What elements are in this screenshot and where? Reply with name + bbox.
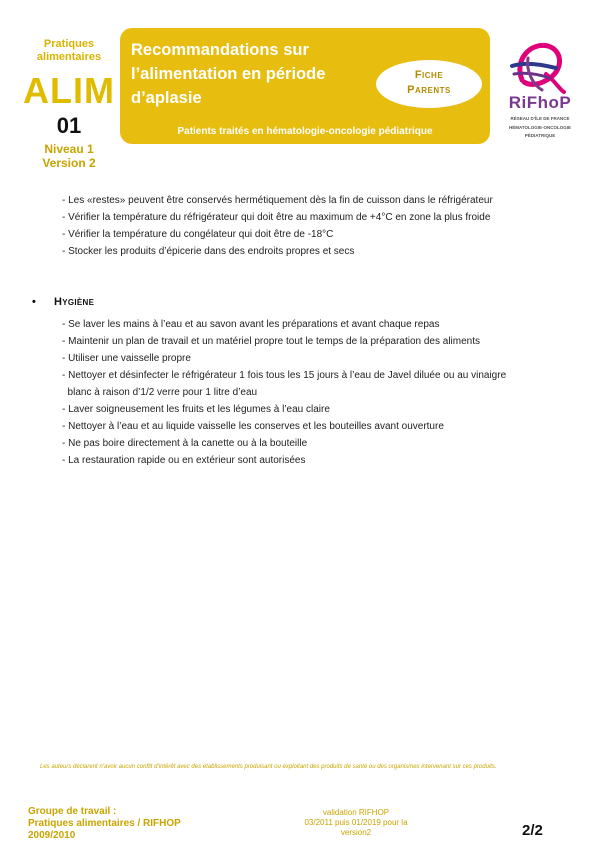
logo-tagline: HÉMATOLOGIE-ONCOLOGIE <box>508 125 572 130</box>
audience-badge-label <box>376 68 482 98</box>
list-item: - Se laver les mains à l’eau et au savon avant les préparations et avant chaque repas <box>62 319 440 330</box>
document-level: Niveau 1 <box>44 142 94 156</box>
title-line: d’aplasie <box>131 89 202 107</box>
storage-list <box>62 192 562 260</box>
working-group-name: Pratiques alimentaires / RIFHOP <box>28 818 181 829</box>
list-item: - Vérifier la température du congélateur qui doit être de -18°C <box>62 229 334 240</box>
validation-line: version2 <box>340 828 372 837</box>
list-item: - Stocker les produits d’épicerie dans des endroits propres et secs <box>62 246 355 257</box>
title-line: l’alimentation en période <box>131 65 326 83</box>
list-item: - Vérifier la température du réfrigérateur qui doit être au maximum de +4°C en zone la plus froide <box>62 212 491 223</box>
document-version: Version 2 <box>42 156 96 170</box>
validation-line: 03/2011 puis 01/2019 pour la <box>304 818 408 827</box>
list-item: - La restauration rapide ou en extérieur sont autorisées <box>62 455 306 466</box>
logo-tagline: RÉSEAU D’ÎLE DE FRANCE <box>510 116 570 121</box>
section-heading-label: Hygiène <box>54 296 95 308</box>
page-number: 2/2 <box>522 822 543 839</box>
list-item: - Maintenir un plan de travail et un matériel propre tout le temps de la préparation des aliments <box>62 336 481 347</box>
working-group-label: Groupe de travail : <box>28 806 117 817</box>
document-code: ALIM <box>23 70 115 111</box>
badge-line: Parents <box>407 84 451 96</box>
validation-line: validation RIFHOP <box>322 808 390 817</box>
validation-note <box>276 808 436 838</box>
page-title <box>131 38 381 110</box>
hygiene-list <box>62 316 562 469</box>
list-item: - Nettoyer à l’eau et au liquide vaisselle les conserves et les bouteilles avant ouverture <box>62 421 444 432</box>
list-item: - Utiliser une vaisselle propre <box>62 353 191 364</box>
logo-wordmark: RiFhoP <box>508 93 572 112</box>
title-line: Recommandations sur <box>131 41 309 59</box>
list-item: - Ne pas boire directement à la canette ou à la bouteille <box>62 438 308 449</box>
section-heading-hygiene <box>32 296 94 308</box>
list-item: - Les «restes» peuvent être conservés hermétiquement dès la fin de cuisson dans le réfrigérateur <box>62 195 493 206</box>
working-group-years: 2009/2010 <box>28 830 76 841</box>
bullet-icon: • <box>32 296 37 308</box>
list-item: blanc à raison d’1/2 verre pour 1 litre d’eau <box>62 387 258 398</box>
conflict-disclaimer: Les auteurs déclarent n’avoir aucun conflit d’intérêt avec des établissements produisant ou exploitant des produits de santé ou des organismes intervenant sur ces produits. <box>40 764 497 770</box>
document-number: 01 <box>56 113 82 138</box>
page-subtitle: Patients traités en hématologie-oncologie pédiatrique <box>177 126 433 137</box>
list-item: - Nettoyer et désinfecter le réfrigérateur 1 fois tous les 15 jours à l’eau de Javel diluée ou au vinaigre <box>62 370 507 381</box>
list-item: - Laver soigneusement les fruits et les légumes à l’eau claire <box>62 404 330 415</box>
document-category: Pratiques alimentaires <box>36 38 102 63</box>
logo-tagline: PÉDIATRIQUE <box>524 133 556 138</box>
badge-line: Fiche <box>414 69 444 81</box>
